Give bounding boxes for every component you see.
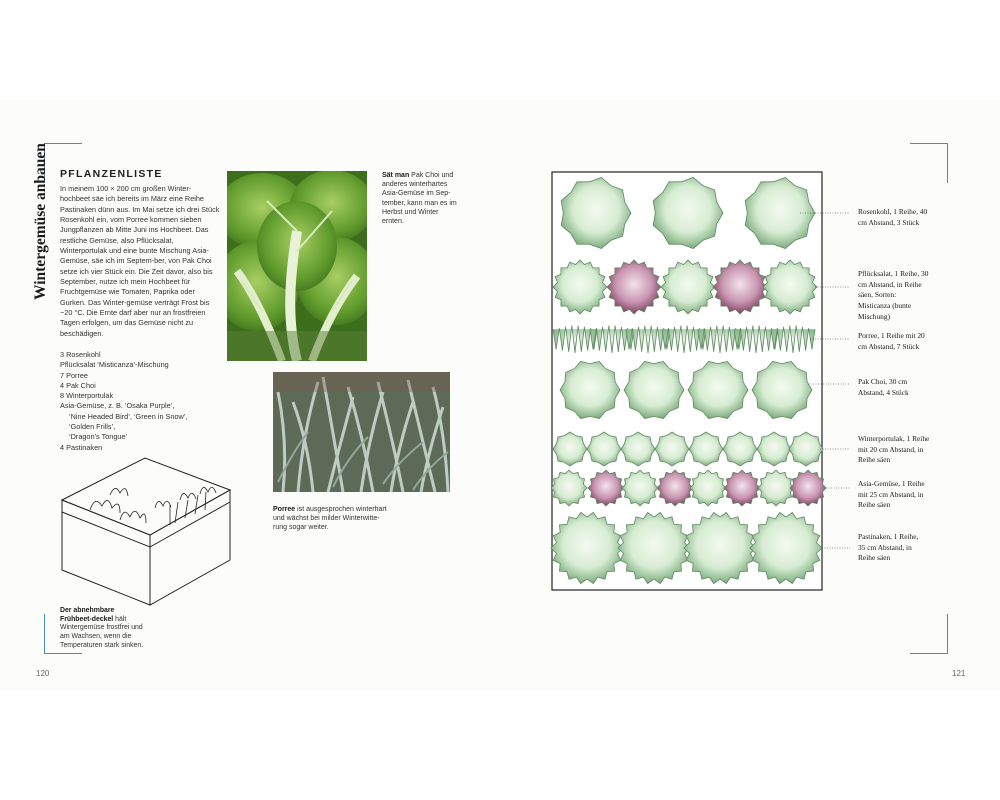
list-item: ‘Dragon’s Tongue’ (69, 432, 128, 442)
winterportulak-plant (723, 432, 757, 466)
porree-photo (273, 372, 450, 492)
caption-text: hält Wintergemüse frostfrei und am Wachsen, wenn die Temperaturen stark sinken. (60, 615, 144, 649)
caption-bold: Porree (273, 506, 296, 513)
plant-list (60, 350, 230, 453)
bed-plan-diagram (540, 160, 850, 600)
bed-label-porree: Porree, 1 Reihe mit 20 cm Abstand, 7 Stück (858, 331, 925, 351)
bed-label-winterportulak: Winterportulak, 1 Reihe mit 20 cm Abstand, in Reihe säen (858, 434, 930, 465)
pfluecksalat-plant (661, 260, 715, 314)
caption-text: Pak Choi und anderes winterhartes Asia-Gemüse im Sep-tember, kann man es im Herbst und Winter ernten. (382, 172, 457, 226)
porree-caption (273, 505, 393, 533)
plant-list-heading: PFLANZENLISTE (60, 168, 163, 180)
page-number-right: 121 (952, 669, 966, 678)
page-number-left: 120 (36, 669, 50, 678)
bed-label-asia-gemuese: Asia-Gemüse, 1 Reihe mit 25 cm Abstand, in Reihe säen (858, 479, 925, 510)
pak-choi-caption (382, 171, 462, 226)
winterportulak-plant (655, 432, 689, 466)
plant-list-intro: In meinem 100 × 200 cm großen Winter-hochbeet säe ich bereits im März eine Reihe Pastinaken dünn aus. Im Mai setze ich drei Stück Rosenkohl ein, vom Porree kommen sieben Jungpflanzen ab Mitte Juni ins Hochbeet. Das restliche Gemüse, also Pflücksalat, Winterportulak und eine bunte Mischung Asia-Gemüse, säe ich im Septem-ber, von Pak Choi setze ich vier Stück ein. Die Zeit davor, also bis September, nutze ich mein Hochbeet für Fruchtgemüse wie Tomaten, Paprika oder Gurken. Das Winter-gemüse verträgt Frost bis −20 °C. Die Ernte darf aber nur an frostfreien Tagen erfolgen, um das Gemüse nicht zu beschädigen. (60, 184, 220, 338)
list-item: 3 Rosenkohl (60, 350, 101, 359)
list-item: ‘Nine Headed Bird’, ‘Green in Snow’, (69, 411, 188, 421)
bed-label-rosenkohl: Rosenkohl, 1 Reihe, 40 cm Abstand, 3 Stück (858, 207, 928, 227)
list-item: 8 Winterportulak (60, 391, 114, 401)
winterportulak-plant (757, 432, 791, 466)
list-item: ‘Golden Frills’, (69, 422, 116, 432)
list-item: 7 Porree (60, 370, 88, 380)
corner-mark-bottom-right (910, 614, 948, 654)
list-item: Pflücksalat ‘Misticanza’-Mischung (60, 360, 169, 370)
caption-text: ist ausgesprochen winterhart und wächst bei milder Winterwitte-rung sogar weiter. (273, 506, 387, 532)
bed-label-pak-choi: Pak Choi, 30 cm Abstand, 4 Stück (858, 377, 909, 397)
pfluecksalat-plant (607, 260, 661, 314)
corner-mark-top-right (910, 143, 948, 183)
caption-bold: Der abnehmbare Frühbeet-deckel (60, 607, 115, 623)
winterportulak-plant (553, 432, 587, 466)
bed-label-pastinaken: Pastinaken, 1 Reihe, 35 cm Abstand, in Reihe säen (858, 532, 919, 563)
list-item: 4 Pastinaken (60, 442, 103, 452)
list-item: Asia-Gemüse, z. B. ‘Osaka Purple’, (60, 401, 175, 411)
list-item: 4 Pak Choi (60, 380, 96, 390)
winterportulak-plant (789, 432, 823, 466)
bed-label-pfluecksalat: Pflücksalat, 1 Reihe, 30 cm Abstand, in Reihe säen, Sorten: Misticanza (bunte Mischung) (858, 269, 929, 321)
frame-caption (60, 607, 148, 651)
pfluecksalat-plant (763, 260, 817, 314)
winterportulak-plant (587, 432, 621, 466)
pfluecksalat-plant (713, 260, 767, 314)
section-title: Wintergemüse anbauen (32, 143, 49, 300)
winterportulak-plant (689, 432, 723, 466)
pfluecksalat-plant (553, 260, 607, 314)
cold-frame-illustration (50, 450, 240, 610)
pak-choi-photo (227, 171, 367, 361)
caption-bold: Sät man (382, 172, 410, 179)
winterportulak-plant (621, 432, 655, 466)
